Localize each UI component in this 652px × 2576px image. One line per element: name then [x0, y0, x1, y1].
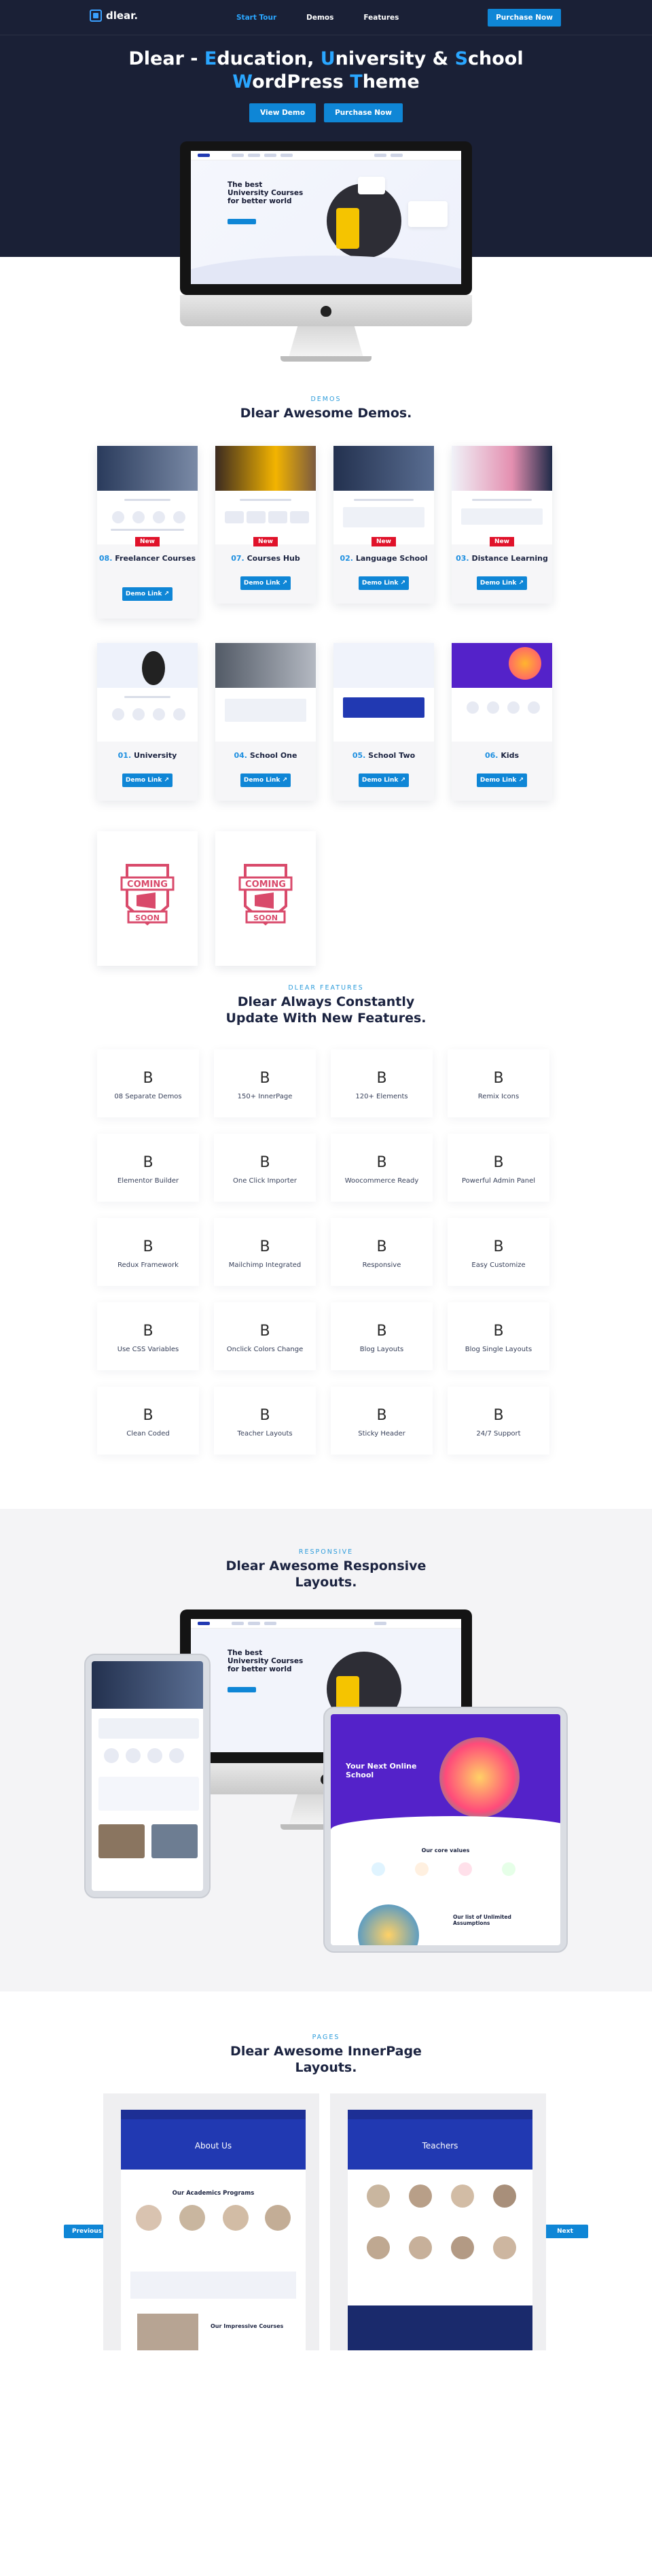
- demo-card[interactable]: [97, 643, 198, 801]
- feature-label: Teacher Layouts: [237, 1430, 293, 1438]
- logo-text: dlear.: [106, 10, 139, 22]
- demo-thumbnail: [333, 643, 434, 742]
- top-navbar: [0, 0, 652, 35]
- feature-icon: B: [493, 1070, 504, 1087]
- feature-card: [214, 1134, 316, 1202]
- nav-purchase-button[interactable]: Purchase Now: [488, 9, 561, 27]
- feature-card: [97, 1302, 199, 1370]
- feature-label: Powerful Admin Panel: [461, 1177, 536, 1185]
- feature-label: 120+ Elements: [355, 1093, 408, 1100]
- new-badge: New: [135, 537, 160, 546]
- demo-thumbnail: [215, 446, 316, 544]
- demo-title: 04. School One: [234, 751, 297, 760]
- kids-assumptions: Our list of Unlimited Assumptions: [453, 1914, 511, 1926]
- demo-title: 05. School Two: [352, 751, 416, 760]
- feature-label: Mailchimp Integrated: [228, 1261, 302, 1269]
- feature-card: [97, 1218, 199, 1286]
- demo-card[interactable]: [452, 446, 552, 604]
- feature-icon: B: [493, 1323, 504, 1340]
- demo-title: 06. Kids: [484, 751, 520, 760]
- coming-soon-card: [97, 831, 198, 966]
- demo-card[interactable]: [215, 446, 316, 604]
- feature-card: [331, 1134, 433, 1202]
- mock-hero: [191, 160, 461, 284]
- demo-card[interactable]: [215, 643, 316, 801]
- hero-title: [0, 48, 652, 94]
- feature-label: Sticky Header: [358, 1430, 405, 1438]
- new-badge: New: [372, 537, 396, 546]
- nav-link-demos[interactable]: Demos: [306, 14, 334, 22]
- mock-headline: The best University Courses for better world: [228, 181, 304, 206]
- feature-icon: B: [259, 1070, 270, 1087]
- feature-icon: B: [259, 1323, 270, 1340]
- feature-label: Remix Icons: [477, 1093, 520, 1100]
- feature-label: Blog Single Layouts: [465, 1346, 532, 1353]
- feature-card: [214, 1302, 316, 1370]
- responsive-title: Dlear Awesome Responsive Layouts.: [225, 1559, 427, 1590]
- mock-headline: The best University Courses for better world: [228, 1649, 304, 1674]
- responsive-eyebrow: RESPONSIVE: [298, 1548, 354, 1556]
- title-part: ordPress: [252, 71, 350, 92]
- feature-card: [448, 1049, 549, 1117]
- feature-card: [97, 1387, 199, 1455]
- feature-label: One Click Importer: [233, 1177, 297, 1185]
- title-highlight: W: [232, 71, 253, 92]
- feature-icon: B: [493, 1238, 504, 1255]
- feature-icon: B: [493, 1154, 504, 1171]
- feature-label: 150+ InnerPage: [237, 1093, 293, 1100]
- demo-link-button[interactable]: Demo Link ↗: [122, 773, 173, 787]
- title-part: heme: [362, 71, 420, 92]
- demo-card[interactable]: [97, 446, 198, 619]
- innerpage-teachers-card[interactable]: [330, 2093, 546, 2350]
- coming-text: COMING: [127, 880, 168, 890]
- monitor-frame: [180, 141, 472, 295]
- monitor-stand: [289, 326, 363, 358]
- feature-card: [448, 1302, 549, 1370]
- mock-wave: [191, 256, 461, 284]
- about-page-preview: [121, 2110, 306, 2350]
- nav-links: [236, 14, 399, 22]
- demo-card[interactable]: [333, 446, 434, 604]
- features-title: Dlear Always Constantly Update With New Features.: [225, 994, 427, 1026]
- kids-core-values: Our core values: [421, 1847, 470, 1853]
- feature-label: Clean Coded: [126, 1430, 170, 1438]
- logo-icon: [90, 10, 102, 22]
- about-courses: Our Impressive Courses: [211, 2323, 284, 2329]
- nav-link-features[interactable]: Features: [363, 14, 399, 22]
- mock-button: [228, 219, 256, 224]
- feature-label: Blog Layouts: [359, 1346, 404, 1353]
- tablet-screen: [92, 1661, 203, 1891]
- demo-link-button[interactable]: Demo Link ↗: [240, 576, 291, 590]
- new-badge: New: [253, 537, 278, 546]
- landscape-tablet-mockup: [323, 1707, 568, 1953]
- pages-eyebrow: PAGES: [312, 2034, 340, 2041]
- demo-title: 01. University: [117, 751, 177, 760]
- about-title: About Us: [194, 2141, 232, 2151]
- coming-soon-badge-icon: [232, 858, 300, 933]
- pages-title: Dlear Awesome InnerPage Layouts.: [230, 2044, 422, 2075]
- demo-title: 07. Courses Hub: [231, 554, 300, 563]
- feature-icon: B: [376, 1323, 387, 1340]
- feature-icon: B: [259, 1407, 270, 1424]
- feature-label: Responsive: [362, 1261, 401, 1269]
- feature-icon: B: [143, 1323, 153, 1340]
- demo-link-button[interactable]: Demo Link ↗: [477, 773, 527, 787]
- site-logo[interactable]: [90, 10, 138, 22]
- feature-card: [97, 1134, 199, 1202]
- soon-text: SOON: [135, 913, 160, 922]
- mock-navbar: [191, 151, 461, 160]
- apple-logo-icon: [321, 306, 331, 317]
- feature-icon: B: [376, 1154, 387, 1171]
- feature-icon: B: [376, 1238, 387, 1255]
- feature-icon: B: [143, 1407, 153, 1424]
- demo-card[interactable]: [333, 643, 434, 801]
- nav-link-start-tour[interactable]: Start Tour: [236, 14, 277, 22]
- demo-link-button[interactable]: Demo Link ↗: [359, 773, 409, 787]
- hero-purchase-button[interactable]: Purchase Now: [324, 103, 403, 122]
- demo-link-button[interactable]: Demo Link ↗: [122, 587, 173, 601]
- feature-icon: B: [376, 1070, 387, 1087]
- title-highlight: T: [350, 71, 363, 92]
- feature-label: Use CSS Variables: [117, 1346, 179, 1353]
- feature-label: 24/7 Support: [476, 1430, 521, 1438]
- demo-thumbnail: [97, 643, 198, 742]
- mock-book-photo: [336, 208, 359, 249]
- feature-card: [331, 1387, 433, 1455]
- feature-label: 08 Separate Demos: [114, 1093, 182, 1100]
- mock-info-card: [408, 201, 448, 227]
- about-programs: Our Academics Programs: [172, 2190, 255, 2197]
- monitor-screen: [191, 151, 461, 284]
- feature-card: [331, 1302, 433, 1370]
- feature-card: [97, 1049, 199, 1117]
- demos-eyebrow: DEMOS: [310, 396, 342, 403]
- demo-link-button[interactable]: Demo Link ↗: [477, 576, 527, 590]
- feature-icon: B: [259, 1154, 270, 1171]
- tablet-screen: [331, 1714, 560, 1945]
- title-part: Dlear -: [128, 48, 204, 69]
- feature-card: [331, 1218, 433, 1286]
- demo-thumbnail: [452, 643, 552, 742]
- demo-title: 08. Freelancer Courses: [98, 554, 196, 563]
- portrait-tablet-mockup: [84, 1654, 211, 1898]
- mock-info-card: [358, 177, 385, 194]
- feature-label: Redux Framework: [117, 1261, 179, 1269]
- innerpage-about-card[interactable]: [103, 2093, 319, 2350]
- title-highlight: E: [204, 48, 217, 69]
- feature-card: [331, 1049, 433, 1117]
- desktop-monitor-mockup: [180, 141, 472, 366]
- next-button[interactable]: Next: [542, 2225, 588, 2238]
- feature-card: [214, 1049, 316, 1117]
- view-demo-button[interactable]: View Demo: [249, 103, 316, 122]
- teachers-title: Teachers: [422, 2141, 458, 2151]
- feature-icon: B: [143, 1070, 153, 1087]
- feature-icon: B: [143, 1154, 153, 1171]
- feature-icon: B: [259, 1238, 270, 1255]
- previous-button[interactable]: Previous: [64, 2225, 110, 2238]
- coming-soon-badge-icon: [113, 858, 181, 933]
- title-highlight: S: [454, 48, 469, 69]
- monitor-foot: [280, 356, 372, 362]
- demo-thumbnail: [452, 446, 552, 544]
- demo-link-button[interactable]: Demo Link ↗: [240, 773, 291, 787]
- hero-buttons: [0, 103, 652, 122]
- title-part: chool: [468, 48, 524, 69]
- feature-card: [214, 1218, 316, 1286]
- feature-label: Woocommerce Ready: [344, 1177, 419, 1185]
- feature-label: Easy Customize: [471, 1261, 526, 1269]
- demos-title: Dlear Awesome Demos.: [240, 406, 412, 421]
- demo-title: 03. Distance Learning: [456, 554, 548, 563]
- coming-soon-card: [215, 831, 316, 966]
- demo-thumbnail: [333, 446, 434, 544]
- demo-link-button[interactable]: Demo Link ↗: [359, 576, 409, 590]
- title-part: ducation,: [217, 48, 321, 69]
- feature-card: [448, 1387, 549, 1455]
- kids-headline: Your Next Online School: [346, 1762, 417, 1780]
- title-part: niversity &: [335, 48, 455, 69]
- demo-thumbnail: [97, 446, 198, 544]
- feature-card: [448, 1134, 549, 1202]
- feature-icon: B: [376, 1407, 387, 1424]
- soon-text: SOON: [253, 913, 278, 922]
- feature-icon: B: [143, 1238, 153, 1255]
- title-highlight: U: [320, 48, 336, 69]
- teachers-page-preview: [348, 2110, 532, 2350]
- feature-icon: B: [493, 1407, 504, 1424]
- demo-thumbnail: [215, 643, 316, 742]
- demo-title: 02. Language School: [340, 554, 428, 563]
- coming-text: COMING: [245, 880, 286, 890]
- feature-card: [214, 1387, 316, 1455]
- features-eyebrow: DLEAR FEATURES: [288, 984, 364, 992]
- feature-label: Onclick Colors Change: [226, 1346, 304, 1353]
- feature-label: Elementor Builder: [117, 1177, 179, 1185]
- feature-card: [448, 1218, 549, 1286]
- new-badge: New: [490, 537, 514, 546]
- demo-card[interactable]: [452, 643, 552, 801]
